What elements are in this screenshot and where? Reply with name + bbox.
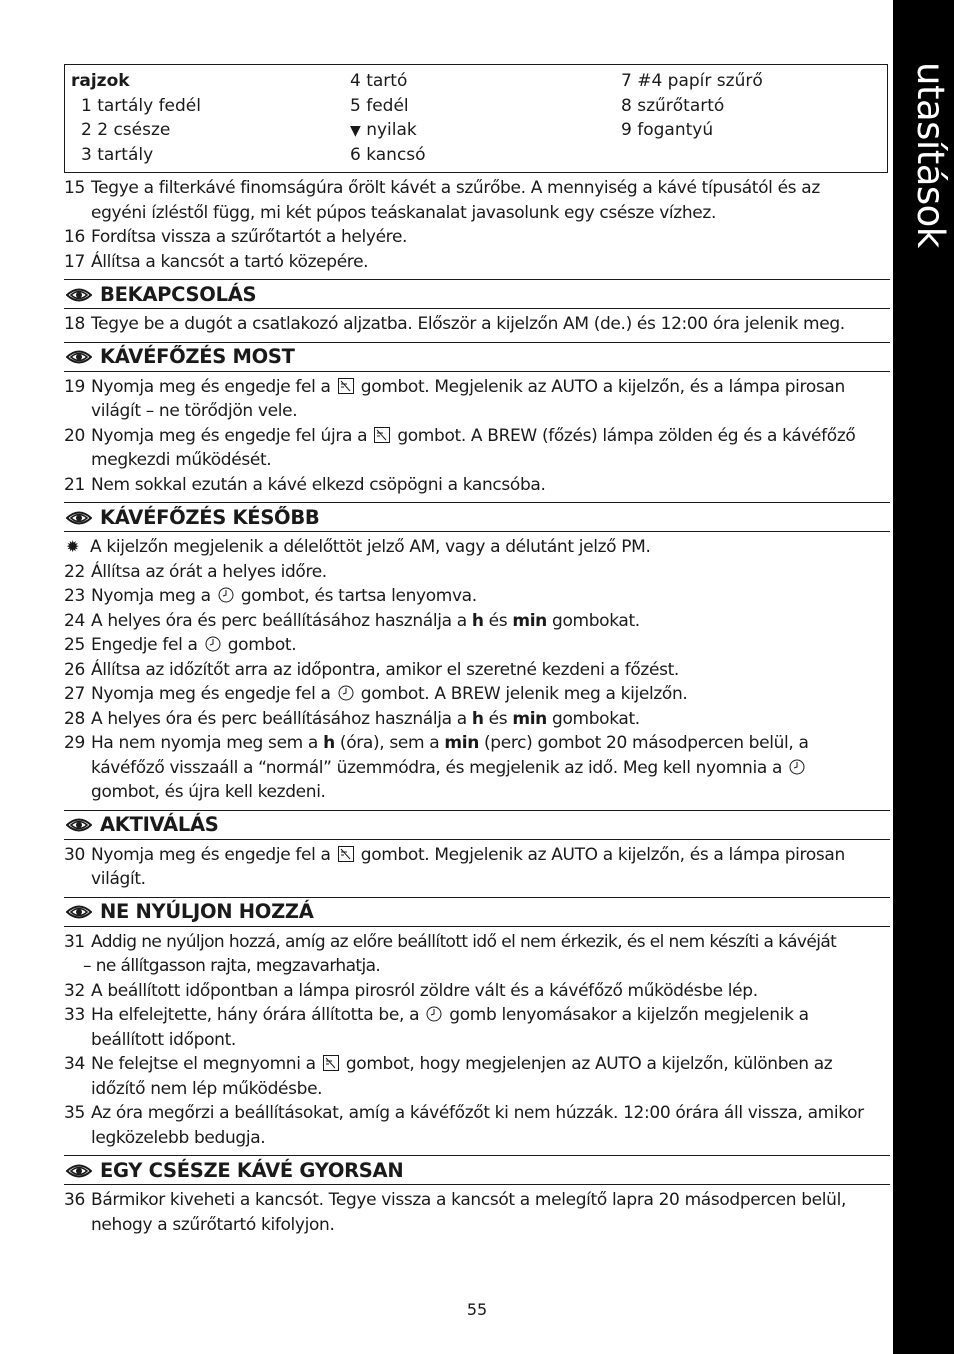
step-15: 15 Tegye a filterkávé finomságúra őrölt kávét a szűrőbe. A mennyiség a kávé típusától és az egyéni ízléstől függ, mi két púpos teáskanalat javasolunk egy csésze vízhez. bbox=[64, 178, 820, 223]
part-item-arrows: ▼ nyilak bbox=[350, 120, 417, 140]
section-heading-activate: AKTIVÁLÁS bbox=[64, 810, 890, 840]
eye-icon bbox=[66, 1163, 94, 1179]
eye-icon bbox=[66, 510, 94, 526]
step-30: 30 Nyomja meg és engedje fel a gombot. Megjelenik az AUTO a kijelzőn, és a lámpa pirosan világít. bbox=[64, 844, 845, 889]
section-heading-do-not-touch: NE NYÚLJON HOZZÁ bbox=[64, 897, 890, 927]
eye-icon bbox=[66, 349, 94, 365]
sidebar-title: utasítások bbox=[909, 62, 952, 248]
part-item: 3 tartály bbox=[81, 144, 154, 165]
section-heading-brew-now: KÁVÉFŐZÉS MOST bbox=[64, 342, 890, 372]
parts-legend-box bbox=[64, 64, 888, 173]
sidebar-tab bbox=[893, 0, 954, 1354]
step-34: 34 Ne felejtse el megnyomni a gombot, hogy megjelenjen az AUTO a kijelzőn, különben az időzítő nem lép működésbe. bbox=[64, 1054, 833, 1099]
parts-column-2 bbox=[350, 69, 426, 167]
clock-button-icon bbox=[426, 1006, 442, 1022]
clock-button-icon bbox=[789, 759, 805, 775]
step-21: 21 Nem sokkal ezután a kávé elkezd csöpögni a kancsóba. bbox=[64, 474, 546, 495]
section-heading-brew-later: KÁVÉFŐZÉS KÉSŐBB bbox=[64, 502, 890, 532]
clock-button-icon bbox=[205, 636, 221, 652]
step-24: 24 A helyes óra és perc beállításához használja a h és min gombokat. bbox=[64, 610, 640, 631]
part-item: 7 #4 papír szűrő bbox=[621, 71, 763, 91]
part-item: 6 kancsó bbox=[350, 144, 426, 165]
step-29: 29 Ha nem nyomja meg sem a h (óra), sem a min (perc) gombot 20 másodpercen belül, a kávéfőző visszaáll a “normál” üzemmódra, és megjelenik az idő. Meg kell nyomnia a gombot, és újra kell kezdeni. bbox=[64, 733, 809, 802]
part-item: 9 fogantyú bbox=[621, 120, 714, 140]
step-17: 17 Állítsa a kancsót a tartó közepére. bbox=[64, 251, 369, 272]
page-number: 55 bbox=[466, 1300, 488, 1319]
instructions-content bbox=[64, 176, 890, 1237]
part-item: 5 fedél bbox=[350, 95, 409, 116]
step-16: 16 Fordítsa vissza a szűrőtartót a helyére. bbox=[64, 227, 408, 247]
step-26: 26 Állítsa az időzítőt arra az időpontra, amikor el szeretné kezdeni a főzést. bbox=[64, 659, 679, 680]
parts-column-1 bbox=[71, 69, 201, 167]
program-button-icon bbox=[338, 846, 354, 862]
program-button-icon bbox=[374, 427, 390, 443]
part-item: 4 tartó bbox=[350, 71, 408, 91]
step-31: 31 Addig ne nyúljon hozzá, amíg az előre beállított idő el nem érkezik, és el nem készíti a kávéját – ne állítgasson rajta, megzavarhatja. bbox=[64, 931, 837, 976]
part-item: 2 2 csésze bbox=[81, 120, 171, 140]
program-button-icon bbox=[323, 1055, 339, 1071]
clock-button-icon bbox=[338, 685, 354, 701]
step-25: 25 Engedje fel a gombot. bbox=[64, 635, 297, 655]
parts-column-3 bbox=[621, 69, 763, 143]
step-28: 28 A helyes óra és perc beállításához használja a h és min gombokat. bbox=[64, 708, 640, 729]
step-19: 19 Nyomja meg és engedje fel a gombot. Megjelenik az AUTO a kijelzőn, és a lámpa pirosan világít – ne törődjön vele. bbox=[64, 376, 845, 421]
clock-button-icon bbox=[218, 587, 234, 603]
section-heading-quick-cup: EGY CSÉSZE KÁVÉ GYORSAN bbox=[64, 1155, 890, 1185]
arrow-down-icon: ▼ bbox=[350, 123, 361, 139]
step-33: 33 Ha elfelejtette, hány órára állította be, a gomb lenyomásakor a kijelzőn megjelenik a beállított időpont. bbox=[64, 1005, 809, 1050]
eye-icon bbox=[66, 904, 94, 920]
step-27: 27 Nyomja meg és engedje fel a gombot. A BREW jelenik meg a kijelzőn. bbox=[64, 684, 688, 704]
sun-icon: ✹ bbox=[66, 537, 80, 556]
eye-icon bbox=[66, 287, 94, 303]
step-18: 18 Tegye be a dugót a csatlakozó aljzatba. Először a kijelzőn AM (de.) és 12:00 óra jelenik meg. bbox=[64, 314, 845, 334]
step-23: 23 Nyomja meg a gombot, és tartsa lenyomva. bbox=[64, 586, 477, 606]
step-36: 36 Bármikor kiveheti a kancsót. Tegye vissza a kancsót a melegítő lapra 20 másodpercen belül, nehogy a szűrőtartó kifolyjon. bbox=[64, 1190, 847, 1235]
section-heading-on: BEKAPCSOLÁS bbox=[64, 279, 890, 309]
step-20: 20 Nyomja meg és engedje fel újra a gombot. A BREW (főzés) lámpa zölden ég és a kávéfőző megkezdi működését. bbox=[64, 425, 856, 470]
eye-icon bbox=[66, 817, 94, 833]
step-22: 22 Állítsa az órát a helyes időre. bbox=[64, 561, 327, 582]
program-button-icon bbox=[338, 378, 354, 394]
parts-title: rajzok bbox=[71, 71, 130, 91]
part-item: 1 tartály fedél bbox=[81, 95, 201, 116]
sun-note: ✹ A kijelzőn megjelenik a délelőttöt jelző AM, vagy a délutánt jelző PM. bbox=[64, 535, 890, 560]
step-32: 32 A beállított időpontban a lámpa pirosról zöldre vált és a kávéfőző működésbe lép. bbox=[64, 980, 758, 1001]
step-35: 35 Az óra megőrzi a beállításokat, amíg a kávéfőzőt ki nem húzzák. 12:00 órára áll vissza, amikor legközelebb bedugja. bbox=[64, 1103, 864, 1148]
part-item: 8 szűrőtartó bbox=[621, 95, 725, 116]
